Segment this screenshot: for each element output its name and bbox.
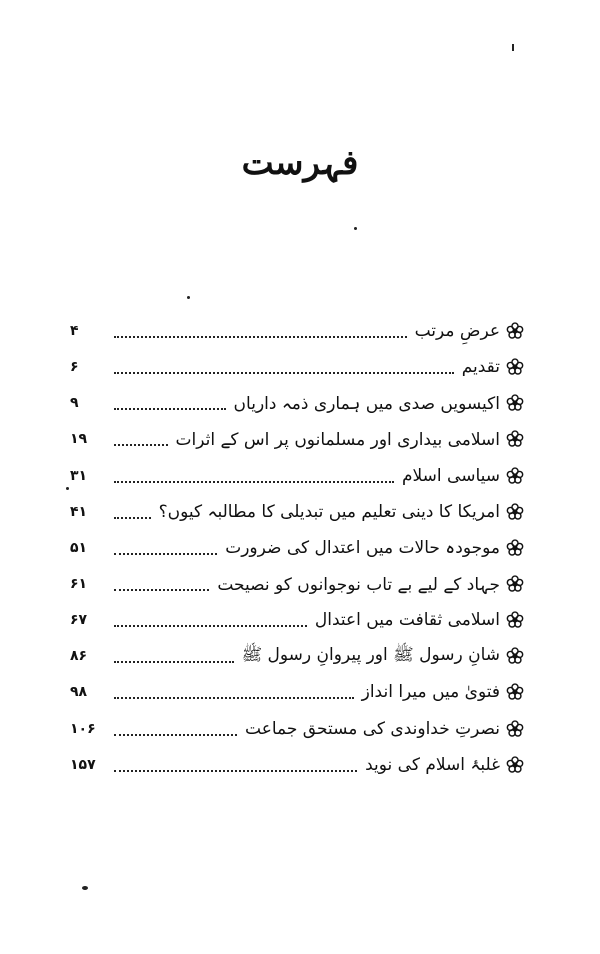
toc-entry[interactable] xyxy=(70,349,530,385)
toc-entry[interactable] xyxy=(70,313,530,349)
toc-entry-title: فتویٰ میں میرا انداز xyxy=(361,682,500,703)
dot-leader xyxy=(114,770,357,772)
toc-entry-title: اسلامی ثقافت میں اعتدال xyxy=(314,610,500,631)
dot-leader xyxy=(114,625,307,627)
flower-icon xyxy=(500,358,530,376)
dot-leader xyxy=(114,697,354,699)
dot-leader xyxy=(114,336,407,338)
flower-icon xyxy=(500,503,530,521)
dot-leader xyxy=(114,408,226,410)
toc-entry-title: امریکا کا دینی تعلیم میں تبدیلی کا مطالبہ کیوں؟ xyxy=(158,502,500,523)
dot-leader xyxy=(114,734,237,736)
toc-entry-title: جہاد کے لیے بے تاب نوجوانوں کو نصیحت xyxy=(217,574,500,595)
flower-icon xyxy=(500,322,530,340)
toc-entry[interactable] xyxy=(70,494,530,530)
flower-icon xyxy=(500,756,530,774)
toc-page-number: ۶۷ xyxy=(70,612,88,629)
toc-page-number: ۹ xyxy=(70,395,79,412)
flower-icon xyxy=(500,647,530,665)
flower-icon xyxy=(500,575,530,593)
table-of-contents xyxy=(70,313,530,783)
flower-icon xyxy=(500,683,530,701)
toc-entry[interactable] xyxy=(70,566,530,602)
scan-speck xyxy=(512,44,514,51)
toc-entry[interactable] xyxy=(70,421,530,457)
toc-entry-title: غلبۂ اسلام کی نوید xyxy=(365,755,500,776)
toc-page-number: ۹۸ xyxy=(70,684,88,701)
toc-page-number: ۱۵۷ xyxy=(70,756,96,773)
scan-speck xyxy=(187,296,190,299)
scan-speck xyxy=(82,886,88,890)
flower-icon xyxy=(500,394,530,412)
toc-page-number: ۱۹ xyxy=(70,431,88,448)
scan-speck xyxy=(354,227,357,230)
toc-entry[interactable] xyxy=(70,638,530,674)
flower-icon xyxy=(500,611,530,629)
dot-leader xyxy=(114,481,394,483)
dot-leader xyxy=(114,661,234,663)
toc-page-number: ۶۱ xyxy=(70,576,88,593)
toc-entry[interactable] xyxy=(70,530,530,566)
toc-entry-title: اکیسویں صدی میں ہماری ذمہ داریاں xyxy=(233,393,500,414)
dot-leader xyxy=(114,517,151,519)
toc-entry-title: اسلامی بیداری اور مسلمانوں پر اس کے اثرات xyxy=(175,429,500,450)
dot-leader xyxy=(114,444,168,446)
flower-icon xyxy=(500,539,530,557)
dot-leader xyxy=(114,553,217,555)
toc-page-number: ۱۰۶ xyxy=(70,720,96,737)
toc-page-number: ۶ xyxy=(70,359,79,376)
toc-page-number: ۳۱ xyxy=(70,467,88,484)
toc-page-number: ۸۶ xyxy=(70,648,88,665)
flower-icon xyxy=(500,430,530,448)
toc-entry[interactable] xyxy=(70,747,530,783)
toc-entry-title: عرضِ مرتب xyxy=(414,321,500,342)
toc-entry-title: نصرتِ خداوندی کی مستحق جماعت xyxy=(245,718,500,739)
flower-icon xyxy=(500,467,530,485)
toc-entry[interactable] xyxy=(70,674,530,710)
dot-leader xyxy=(114,589,209,591)
toc-entry[interactable] xyxy=(70,458,530,494)
toc-entry-title: موجودہ حالات میں اعتدال کی ضرورت xyxy=(225,538,500,559)
toc-entry-title: تقدیم xyxy=(461,357,500,378)
toc-entry[interactable] xyxy=(70,602,530,638)
toc-page-number: ۴۱ xyxy=(70,503,88,520)
toc-entry-title: شانِ رسول ﷺ اور پیروانِ رسول ﷺ xyxy=(241,644,500,665)
scan-speck xyxy=(66,487,69,490)
dot-leader xyxy=(114,372,454,374)
page-title: فہرست xyxy=(241,143,359,183)
toc-page-number: ۵۱ xyxy=(70,539,88,556)
toc-page-number: ۴ xyxy=(70,323,79,340)
toc-entry[interactable] xyxy=(70,711,530,747)
toc-entry-title: سیاسی اسلام xyxy=(401,465,500,486)
toc-entry[interactable] xyxy=(70,385,530,421)
flower-icon xyxy=(500,720,530,738)
